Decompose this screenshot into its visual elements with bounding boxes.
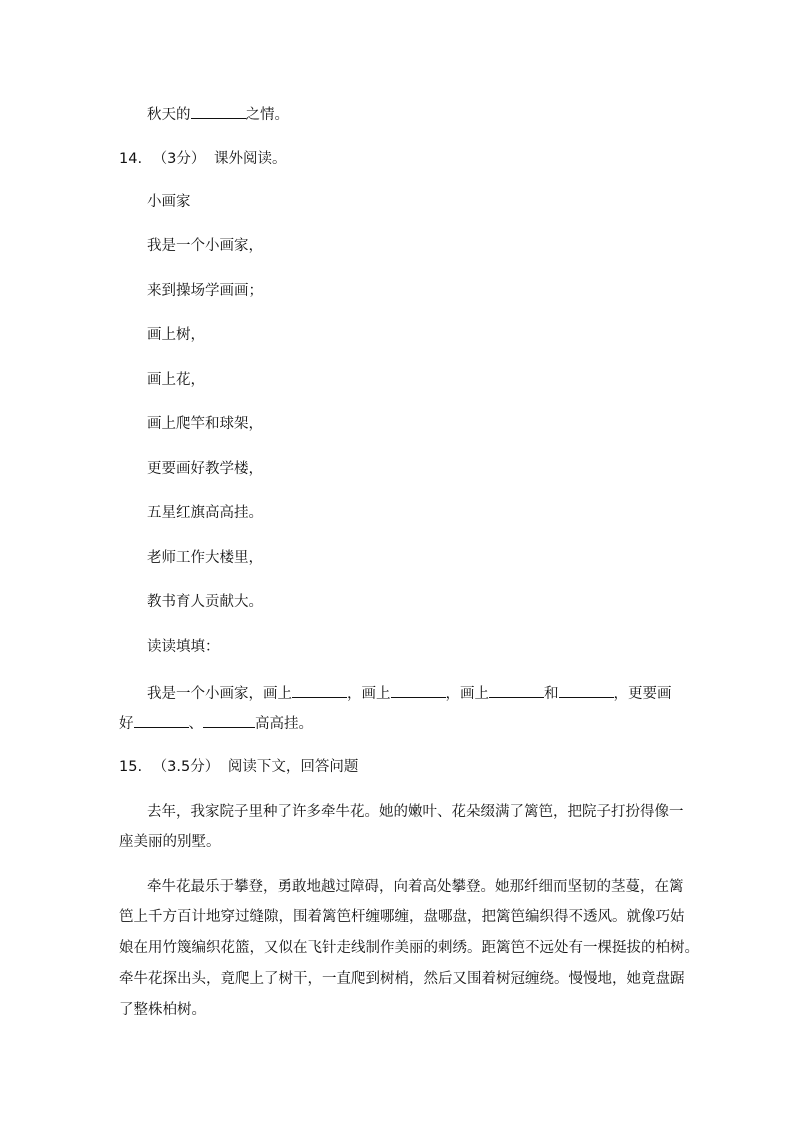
fill-line-2 [119,712,313,734]
fill-text: 、 [188,716,203,732]
q13-prefix: 秋天的 [147,107,191,123]
poem-line: 画上爬竿和球架， [147,416,263,432]
passage-line: 牵牛花最乐于攀登，勇敢地越过障碍，向着高处攀登。她那纤细而坚韧的茎蔓，在篱 [147,879,684,895]
question-number: 15. [119,759,143,775]
passage-line: 了整株柏树。 [119,1002,206,1018]
task-label: 读读填填： [147,639,220,655]
poem-line: 五星红旗高高挂。 [147,505,263,521]
q14-header [119,149,287,169]
answer-blank[interactable] [134,712,189,728]
fill-text: ，画上 [445,686,489,702]
poem-line: 老师工作大楼里， [147,550,263,566]
poem-line: 画上树， [147,327,205,343]
question-score: （3分） [152,151,206,167]
question-score: （3.5分） [152,759,220,775]
poem-line: 我是一个小画家， [147,238,263,254]
poem-line: 画上花， [147,372,205,388]
answer-blank[interactable] [391,682,446,698]
fill-text: 和 [544,686,559,702]
answer-blank[interactable] [559,682,614,698]
fill-line-1 [147,682,672,704]
fill-text: 高高挂。 [255,716,313,732]
poem-title: 小画家 [147,194,191,210]
poem-line: 教书育人贡献大。 [147,594,263,610]
passage-line: 去年，我家院子里种了许多牵牛花。她的嫩叶、花朵缀满了篱笆，把院子打扮得像一 [147,804,684,820]
fill-text: ，更要画 [613,686,672,702]
passage-line: 娘在用竹篾编织花篮，又似在飞针走线制作美丽的刺绣。距篱笆不远处有一棵挺拔的柏树。 [119,940,699,956]
answer-blank[interactable] [292,682,347,698]
fill-text: 我是一个小画家，画上 [147,686,292,702]
q13-tail-line [147,103,289,125]
poem-line: 来到操场学画画； [147,283,263,299]
q13-suffix: 之情。 [245,107,289,123]
question-instruction: 课外阅读。 [214,151,287,167]
answer-blank[interactable] [203,712,255,728]
passage-line: 笆上千方百计地穿过缝隙，围着篱笆杆缠哪缠，盘哪盘，把篱笆编织得不透风。就像巧姑 [119,909,685,925]
poem-line: 更要画好教学楼， [147,461,263,477]
answer-blank[interactable] [191,103,246,119]
answer-blank[interactable] [489,682,544,698]
question-instruction: 阅读下文，回答问题 [227,759,359,775]
q15-header [119,757,358,777]
question-number: 14. [119,151,143,167]
fill-text: 好 [119,716,134,732]
passage-line: 牵牛花探出头，竟爬上了树干，一直爬到树梢，然后又围着树冠缠绕。慢慢地，她竟盘踞 [119,971,685,987]
fill-text: ，画上 [347,686,391,702]
passage-line: 座美丽的别墅。 [119,834,221,850]
